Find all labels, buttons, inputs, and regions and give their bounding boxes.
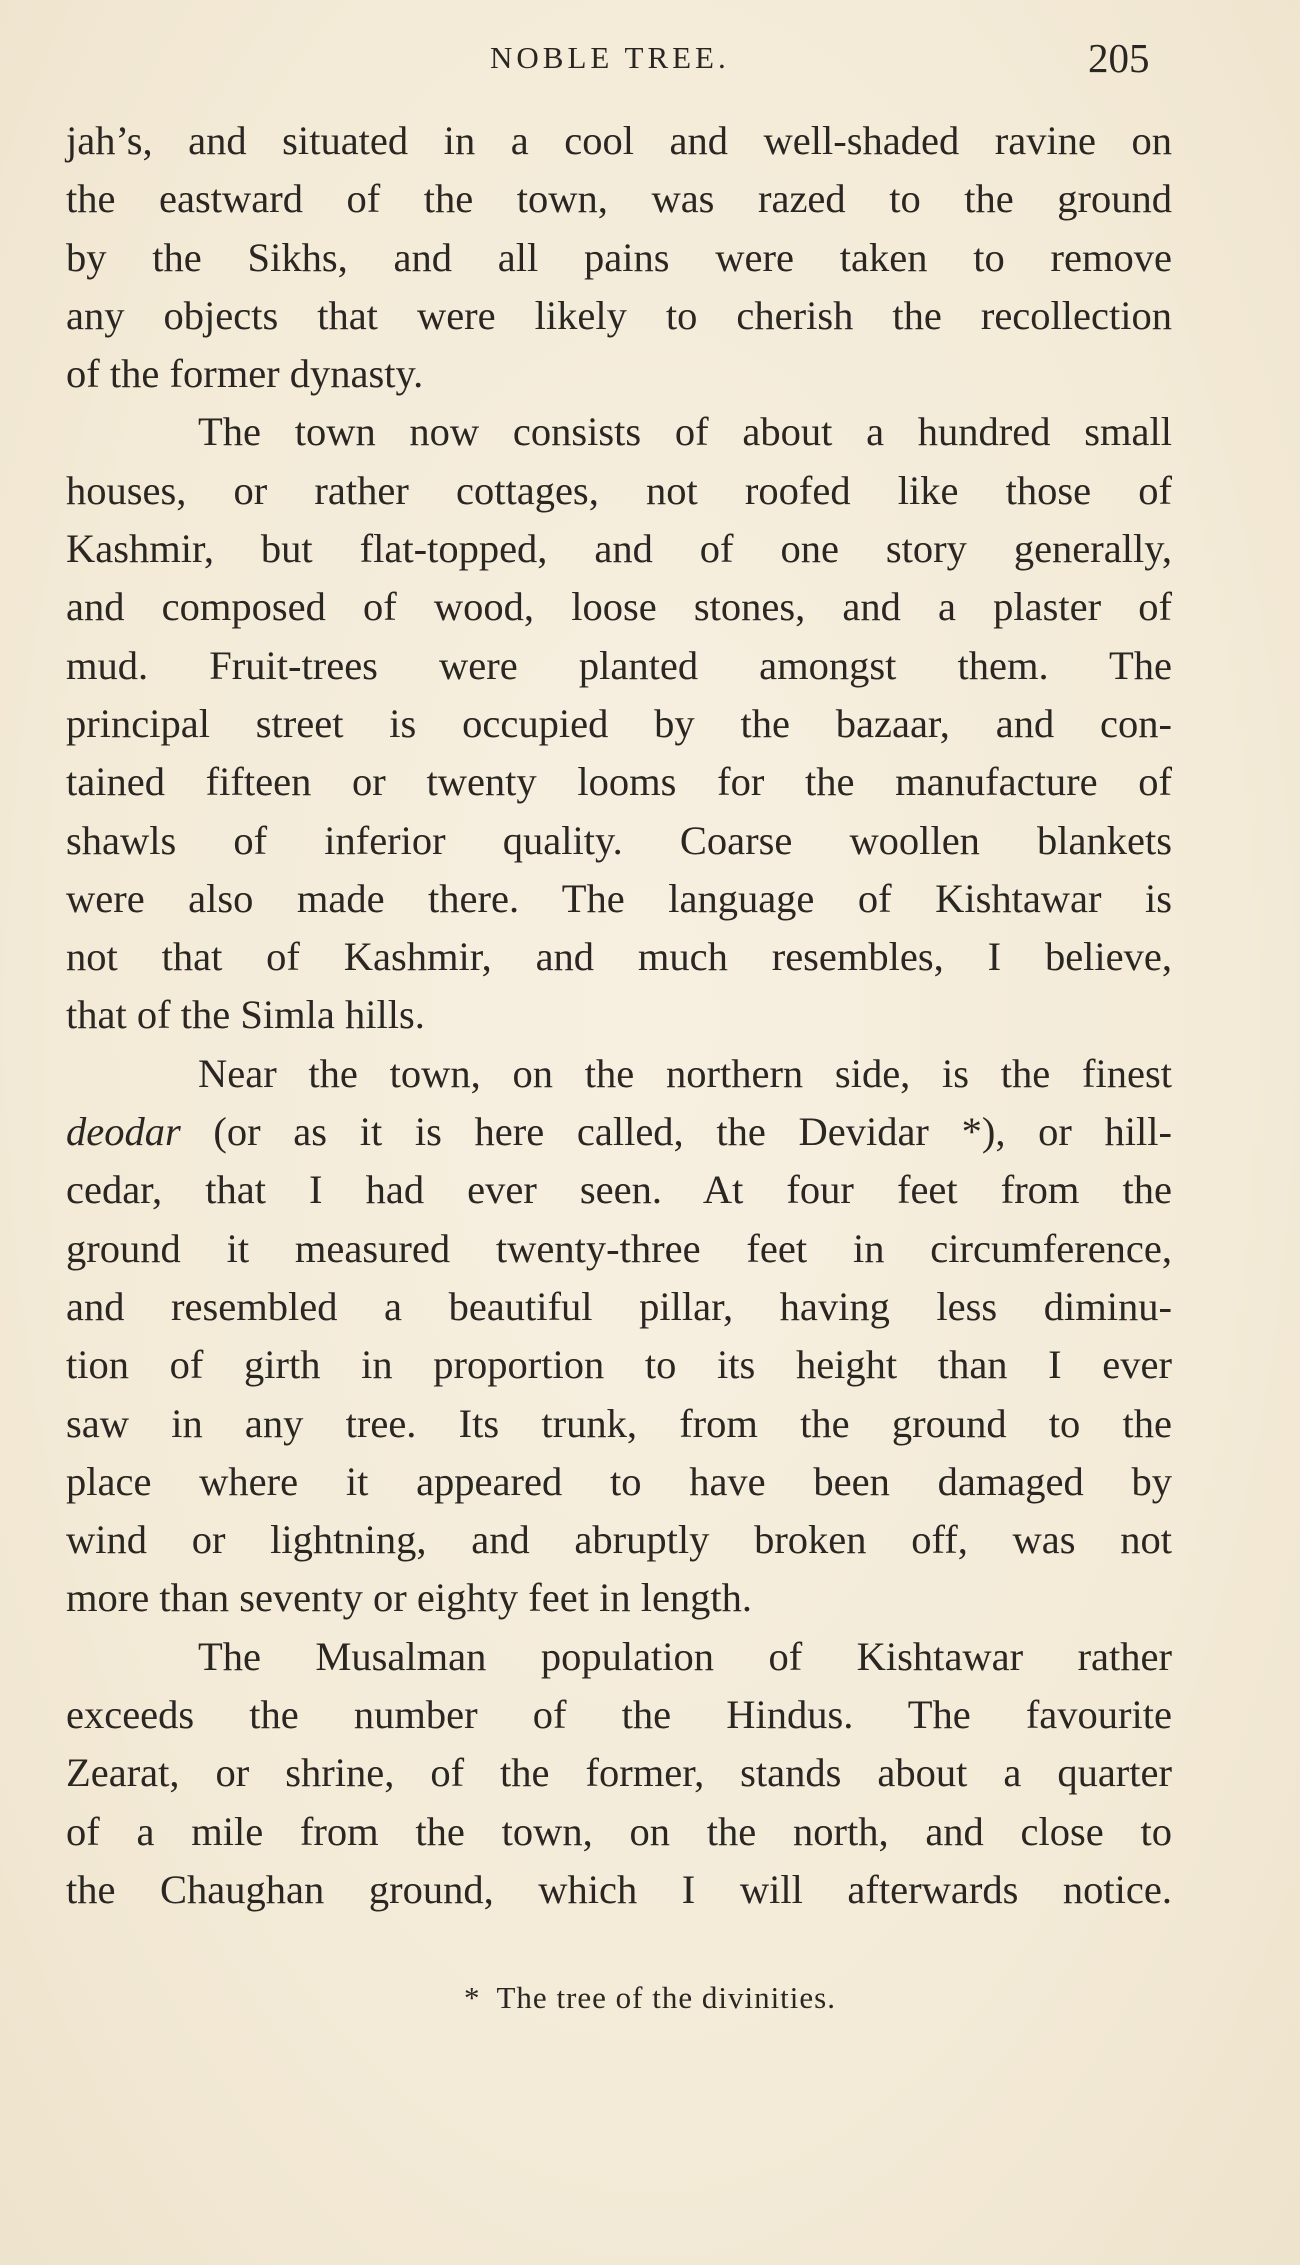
footnote (0, 1980, 1300, 2016)
text-line: cedar, that I had ever seen. At four feet from the (66, 1167, 1172, 1213)
text-line: by the Sikhs, and all pains were taken to remove (66, 234, 1172, 280)
text-line: the Chaughan ground, which I will afterwards notice. (66, 1866, 1172, 1912)
text-line: tion of girth in proportion to its height than I ever (66, 1342, 1172, 1388)
text-line: ground it measured twenty-three feet in circumference, (66, 1225, 1172, 1271)
text-line: saw in any tree. Its trunk, from the ground to the (66, 1400, 1172, 1446)
text-line: were also made there. The language of Kishtawar is (66, 875, 1172, 921)
running-head-title: NOBLE TREE. (490, 40, 730, 75)
text-line: Near the town, on the northern side, is the finest (198, 1050, 1172, 1096)
text-line: mud. Fruit-trees were planted amongst them. The (66, 642, 1172, 688)
footnote-text: The tree of the divinities. (496, 1980, 836, 2015)
text-line: and resembled a beautiful pillar, having less diminu- (66, 1283, 1172, 1329)
text-line: the eastward of the town, was razed to the ground (66, 176, 1172, 222)
text-line: more than seventy or eighty feet in length. (66, 1575, 753, 1621)
text-line: The town now consists of about a hundred small (198, 409, 1172, 455)
paragraph-4 (66, 1628, 1172, 1919)
text-line: jah’s, and situated in a cool and well-shaded ravine on (66, 118, 1172, 163)
paragraph-1 (66, 112, 1172, 403)
text-line: houses, or rather cottages, not roofed like those of (66, 467, 1172, 513)
text-line: wind or lightning, and abruptly broken off, was not (66, 1517, 1172, 1563)
text-line: Kashmir, but flat-topped, and of one story generally, (66, 526, 1172, 572)
text-line (66, 1103, 1172, 1161)
text-line: principal street is occupied by the bazaar, and con- (66, 700, 1172, 746)
text-line: tained fifteen or twenty looms for the manufacture of (66, 759, 1172, 805)
body-text (66, 112, 1172, 1919)
paragraph-2 (66, 403, 1172, 1044)
text-line: of the former dynasty. (66, 351, 424, 397)
text-line: The Musalman population of Kishtawar rather (198, 1633, 1172, 1679)
text-line: Zearat, or shrine, of the former, stands about a quarter (66, 1750, 1172, 1796)
text-line: of a mile from the town, on the north, and close to (66, 1808, 1172, 1854)
page-number: 205 (1088, 35, 1150, 81)
text-line: any objects that were likely to cherish the recollection (66, 292, 1172, 338)
italic-term-deodar: deodar (66, 1109, 181, 1155)
text-line: place where it appeared to have been damaged by (66, 1458, 1172, 1504)
text-line: that of the Simla hills. (66, 992, 425, 1038)
running-head (0, 34, 1300, 94)
text-line: and composed of wood, loose stones, and a plaster of (66, 584, 1172, 630)
paragraph-3 (66, 1045, 1172, 1628)
text-line: not that of Kashmir, and much resembles, I believe, (66, 934, 1172, 980)
text-line: shawls of inferior quality. Coarse woollen blankets (66, 817, 1172, 863)
text-segment: (or as it is here called, the Devidar *), or hill- (180, 1109, 1172, 1155)
footnote-marker: * (464, 1980, 481, 2015)
text-line: exceeds the number of the Hindus. The favourite (66, 1692, 1172, 1738)
